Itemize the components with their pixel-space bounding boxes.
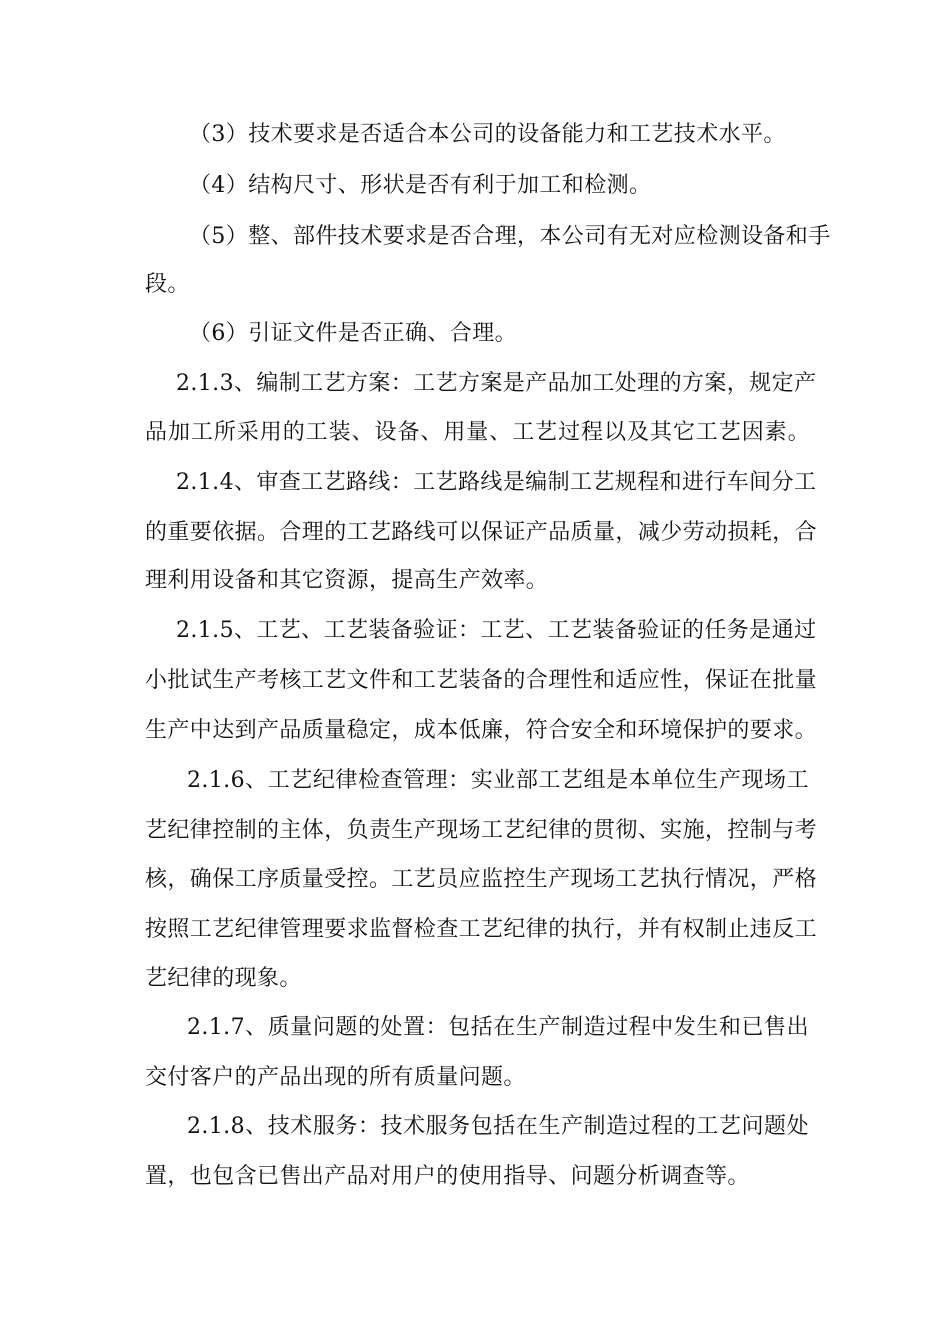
text-line-7: 品加工所采用的工装、设备、用量、工艺过程以及其它工艺因素。	[145, 420, 810, 445]
text-line-2: （4）结构尺寸、形状是否有利于加工和检测。	[189, 173, 652, 198]
text-line-16: 核，确保工序质量受控。工艺员应监控生产现场工艺执行情况，严格	[145, 867, 818, 892]
text-line-5: （6）引证文件是否正确、合理。	[189, 321, 517, 346]
text-line-20: 交付客户的产品出现的所有质量问题。	[145, 1065, 526, 1090]
text-line-17: 按照工艺纪律管理要求监督检查工艺纪律的执行，并有权制止违反工	[145, 917, 818, 942]
text-line-18: 艺纪律的现象。	[145, 966, 302, 991]
text-line-12: 小批试生产考核工艺文件和工艺装备的合理性和适应性，保证在批量	[145, 668, 818, 693]
text-line-21: 2.1.8、技术服务：技术服务包括在生产制造过程的工艺问题处	[187, 1114, 809, 1139]
text-line-15: 艺纪律控制的主体，负责生产现场工艺纪律的贯彻、实施，控制与考	[145, 818, 818, 843]
text-line-19: 2.1.7、质量问题的处置：包括在生产制造过程中发生和已售出	[187, 1015, 809, 1040]
text-line-4: 段。	[145, 272, 190, 297]
text-line-8: 2.1.4、审查工艺路线：工艺路线是编制工艺规程和进行车间分工	[176, 470, 817, 495]
text-line-1: （3）技术要求是否适合本公司的设备能力和工艺技术水平。	[189, 122, 786, 147]
text-line-14: 2.1.6、工艺纪律检查管理：实业部工艺组是本单位生产现场工	[187, 768, 809, 793]
text-line-13: 生产中达到产品质量稳定，成本低廉，符合安全和环境保护的要求。	[145, 718, 818, 743]
text-line-9: 的重要依据。合理的工艺路线可以保证产品质量，减少劳动损耗，合	[145, 520, 818, 545]
text-line-6: 2.1.3、编制工艺方案：工艺方案是产品加工处理的方案，规定产	[176, 371, 817, 396]
text-line-22: 置，也包含已售出产品对用户的使用指导、问题分析调查等。	[145, 1164, 750, 1189]
text-line-10: 理利用设备和其它资源，提高生产效率。	[145, 568, 549, 593]
text-line-11: 2.1.5、工艺、工艺装备验证：工艺、工艺装备验证的任务是通过	[176, 618, 817, 643]
text-line-3: （5）整、部件技术要求是否合理，本公司有无对应检测设备和手	[189, 224, 831, 249]
